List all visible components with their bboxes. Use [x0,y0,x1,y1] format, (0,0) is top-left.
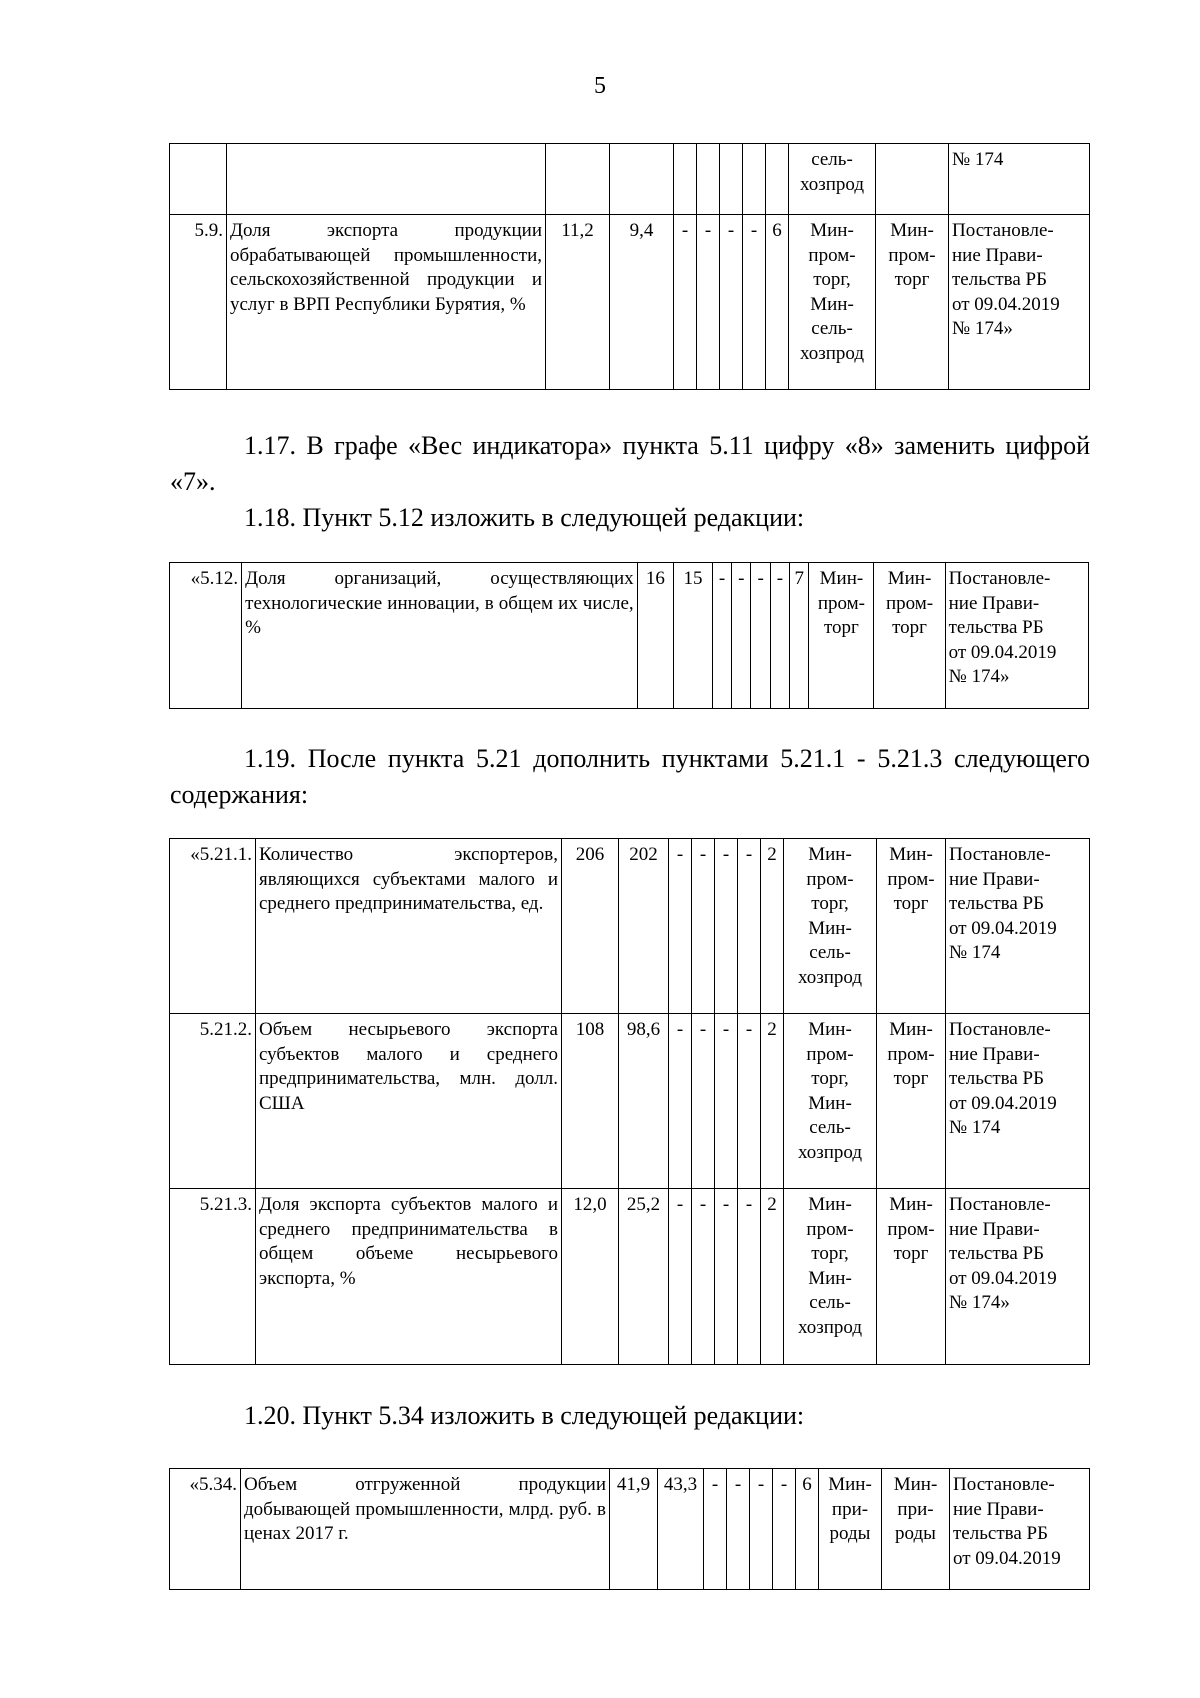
source-document: Постановле- ние Прави- тельства РБ от 09.04.2019 № 174» [946,1189,1090,1365]
co-executor: Мин- пром- торг [874,563,945,709]
item-number: 5.21.3. [170,1189,256,1365]
weight-col-1: - [669,839,692,1014]
value-2: 25,2 [619,1189,669,1365]
weight-col-4: - [770,563,789,709]
indicator-name: Доля организаций, осуществляющих технологические инновации, в общем их числе, % [242,563,637,709]
weight-col-1: - [669,1189,692,1365]
source-document: Постановле- ние Прави- тельства РБ от 09.04.2019 № 174» [949,215,1090,390]
responsible-executor: Мин- пром- торг, Мин- сель- хозпрод [784,839,877,1014]
table-items-5-9 [169,143,1090,390]
value-2: 9,4 [610,215,674,390]
value-1: 11,2 [546,215,610,390]
item-number [170,144,227,215]
responsible-executor: Мин- пром- торг, Мин- сель- хозпрод [784,1189,877,1365]
responsible-executor: Мин- пром- торг, Мин- сель- хозпрод [784,1014,877,1189]
weight-col-2: - [692,1014,715,1189]
responsible-executor: Мин- при- роды [819,1469,882,1590]
weight-col-4: - [738,1189,761,1365]
table-row [170,1014,1090,1189]
indicator-weight: 2 [761,1189,784,1365]
weight-col-3: - [715,1014,738,1189]
value-2: 43,3 [658,1469,704,1590]
table-row [170,1189,1090,1365]
value-2: 202 [619,839,669,1014]
source-document: Постановле- ние Прави- тельства РБ от 09.04.2019 № 174 [946,839,1090,1014]
source-document: № 174 [949,144,1090,215]
weight-col-2: - [692,1189,715,1365]
value-1: 108 [562,1014,619,1189]
indicator-name: Объем несырьевого экспорта субъектов малого и среднего предпринимательства, млн. долл. США [256,1014,562,1189]
source-document: Постановле- ние Прави- тельства РБ от 09.04.2019 № 174 [946,1014,1090,1189]
value-1: 206 [562,839,619,1014]
indicator-name: Доля экспорта субъектов малого и среднего предпринимательства в общем объеме несырьевого экспорта, % [256,1189,562,1365]
item-number: «5.34. [170,1469,241,1590]
weight-col-4: - [743,215,766,390]
table-item-5-34 [169,1468,1090,1590]
table-items-5-21 [169,838,1090,1365]
weight-col-1: - [669,1014,692,1189]
indicator-name [227,144,546,215]
indicator-weight: 2 [761,1014,784,1189]
co-executor: Мин- пром- торг [877,1014,946,1189]
indicator-name: Количество экспортеров, являющихся субъектами малого и среднего предпринимательства, ед. [256,839,562,1014]
co-executor: Мин- пром- торг [876,215,949,390]
indicator-name: Доля экспорта продукции обрабатывающей промышленности, сельскохозяйственной продукции и услуг в ВРП Республики Бурятия, % [227,215,546,390]
source-document: Постановле- ние Прави- тельства РБ от 09.04.2019 № 174» [945,563,1088,709]
co-executor: Мин- при- роды [882,1469,950,1590]
responsible-executor: Мин- пром- торг, Мин- сель- хозпрод [789,215,876,390]
value-2: 15 [674,563,713,709]
weight-col-3: - [715,839,738,1014]
table-row [170,563,1089,709]
weight-col-4 [743,144,766,215]
responsible-executor: сель- хозпрод [789,144,876,215]
paragraph-1-20 [170,1398,1090,1434]
weight-col-1: - [674,215,697,390]
paragraph-1-19 [170,741,1090,813]
item-number: «5.21.1. [170,839,256,1014]
indicator-weight: 7 [790,563,809,709]
source-document: Постановле- ние Прави- тельства РБ от 09.04.2019 [950,1469,1090,1590]
weight-col-2: - [732,563,751,709]
indicator-name: Объем отгруженной продукции добывающей промышленности, млрд. руб. в ценах 2017 г. [241,1469,610,1590]
paragraph-1-19-text: 1.19. После пункта 5.21 дополнить пунктами 5.21.1 - 5.21.3 следующего содержания: [170,744,1090,809]
co-executor: Мин- пром- торг [877,839,946,1014]
value-2 [610,144,674,215]
table-row [170,215,1090,390]
responsible-executor: Мин- пром- торг [809,563,874,709]
weight-col-2: - [727,1469,750,1590]
weight-col-3: - [750,1469,773,1590]
weight-col-2: - [692,839,715,1014]
indicator-weight [766,144,789,215]
indicator-weight: 2 [761,839,784,1014]
weight-col-3: - [715,1189,738,1365]
value-1: 41,9 [610,1469,658,1590]
weight-col-2: - [697,215,720,390]
paragraph-1-20-text: 1.20. Пункт 5.34 изложить в следующей редакции: [244,1401,805,1430]
weight-col-4: - [738,1014,761,1189]
value-1: 16 [637,563,674,709]
value-1 [546,144,610,215]
item-number: 5.9. [170,215,227,390]
indicator-weight: 6 [796,1469,819,1590]
paragraph-1-18: 1.18. Пункт 5.12 изложить в следующей редакции: [244,503,805,532]
co-executor [876,144,949,215]
weight-col-1: - [712,563,731,709]
table-item-5-12 [169,562,1089,709]
weight-col-2 [697,144,720,215]
weight-col-1 [674,144,697,215]
paragraph-1-17-1-18 [170,428,1090,536]
table-row [170,839,1090,1014]
weight-col-4: - [773,1469,796,1590]
value-1: 12,0 [562,1189,619,1365]
item-number: «5.12. [170,563,242,709]
value-2: 98,6 [619,1014,669,1189]
item-number: 5.21.2. [170,1014,256,1189]
page-number: 5 [594,73,606,99]
weight-col-4: - [738,839,761,1014]
weight-col-3 [720,144,743,215]
weight-col-1: - [704,1469,727,1590]
paragraph-1-17: 1.17. В графе «Вес индикатора» пункта 5.11 цифру «8» заменить цифрой «7». [170,431,1090,496]
co-executor: Мин- пром- торг [877,1189,946,1365]
indicator-weight: 6 [766,215,789,390]
weight-col-3: - [751,563,770,709]
table-row [170,144,1090,215]
weight-col-3: - [720,215,743,390]
table-row [170,1469,1090,1590]
